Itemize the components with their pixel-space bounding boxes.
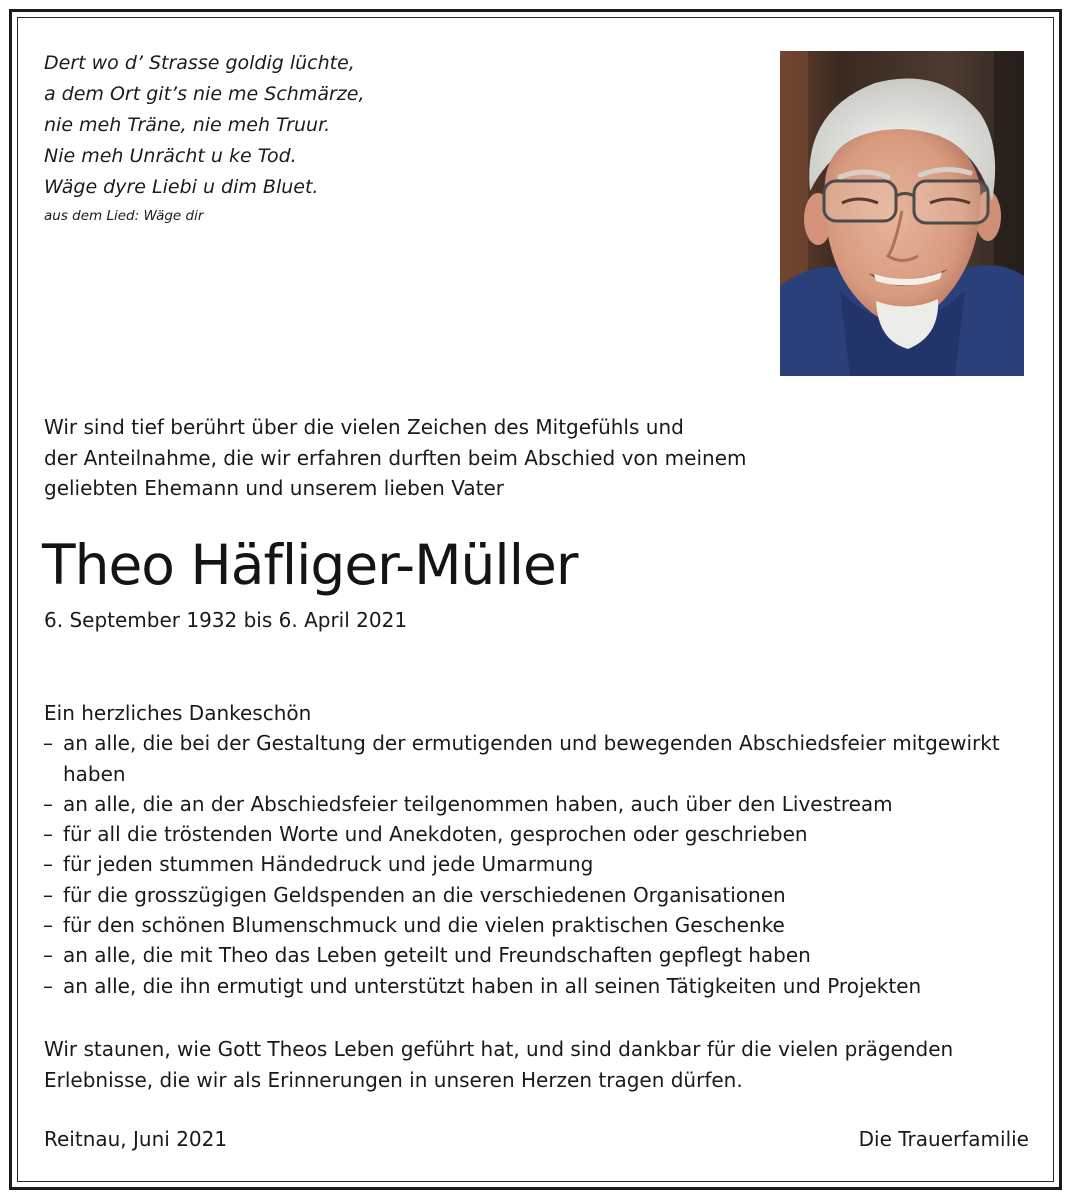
poem-source: aus dem Lied: Wäge dir: [44, 208, 204, 224]
dash-bullet: –: [43, 822, 53, 847]
list-item: [44, 880, 1044, 910]
life-dates: 6. September 1932 bis 6. April 2021: [44, 608, 408, 632]
list-item: [44, 910, 1044, 940]
dash-bullet: –: [43, 852, 53, 877]
list-item: [44, 849, 1044, 879]
intro-text: [44, 412, 824, 504]
deceased-name: Theo Häfliger-Müller: [42, 533, 578, 597]
list-item-text: an alle, die bei der Gestaltung der ermutigenden und bewegenden Abschiedsfeier mitgewirkt haben: [63, 731, 1000, 786]
list-item: [44, 789, 1044, 819]
dash-bullet: –: [43, 973, 53, 998]
dash-bullet: –: [43, 791, 53, 816]
signature: Die Trauerfamilie: [858, 1127, 1029, 1151]
poem-line: Nie meh Unrächt u ke Tod.: [44, 145, 297, 167]
list-item-text: an alle, die ihn ermutigt und unterstützt haben in all seinen Tätigkeiten und Projekten: [63, 973, 922, 998]
list-item-text: für den schönen Blumenschmuck und die vielen praktischen Geschenke: [63, 913, 785, 938]
poem-line: Dert wo d’ Strasse goldig lüchte,: [44, 52, 355, 74]
intro-line: Wir sind tief berührt über die vielen Zeichen des Mitgefühls und: [44, 415, 684, 439]
thanks-section: [44, 698, 1044, 1001]
list-item-text: für all die tröstenden Worte und Anekdoten, gesprochen oder geschrieben: [63, 822, 808, 847]
closing-line: Wir staunen, wie Gott Theos Leben geführt hat, und sind dankbar für die vielen prägenden: [44, 1037, 954, 1061]
list-item: [44, 940, 1044, 970]
dash-bullet: –: [43, 913, 53, 938]
thanks-list: [44, 728, 1044, 1001]
closing-line: Erlebnisse, die wir als Erinnerungen in unseren Herzen tragen dürfen.: [44, 1067, 743, 1092]
thanks-heading: Ein herzliches Dankeschön: [44, 701, 312, 725]
intro-line: der Anteilnahme, die wir erfahren durften beim Abschied von meinem: [44, 445, 747, 470]
dash-bullet: –: [43, 943, 53, 968]
poem-line: a dem Ort git’s nie me Schmärze,: [44, 83, 365, 105]
portrait-photo: [780, 51, 1024, 376]
dash-bullet: –: [43, 882, 53, 907]
closing-text: [44, 1034, 1044, 1095]
intro-line: geliebten Ehemann und unserem lieben Vater: [44, 476, 504, 500]
list-item: [44, 971, 1044, 1001]
place-date: Reitnau, Juni 2021: [44, 1127, 228, 1151]
list-item-text: an alle, die an der Abschiedsfeier teilgenommen haben, auch über den Livestream: [63, 791, 893, 816]
list-item-text: an alle, die mit Theo das Leben geteilt und Freundschaften gepflegt haben: [63, 943, 811, 968]
list-item-text: für die grosszügigen Geldspenden an die verschiedenen Organisationen: [63, 882, 786, 907]
list-item: [44, 819, 1044, 849]
poem: [44, 48, 644, 226]
poem-line: nie meh Träne, nie meh Truur.: [44, 114, 331, 136]
poem-line: Wäge dyre Liebi u dim Bluet.: [44, 176, 319, 198]
list-item: [44, 728, 1044, 789]
list-item-text: für jeden stummen Händedruck und jede Umarmung: [63, 852, 594, 877]
dash-bullet: –: [43, 731, 53, 756]
